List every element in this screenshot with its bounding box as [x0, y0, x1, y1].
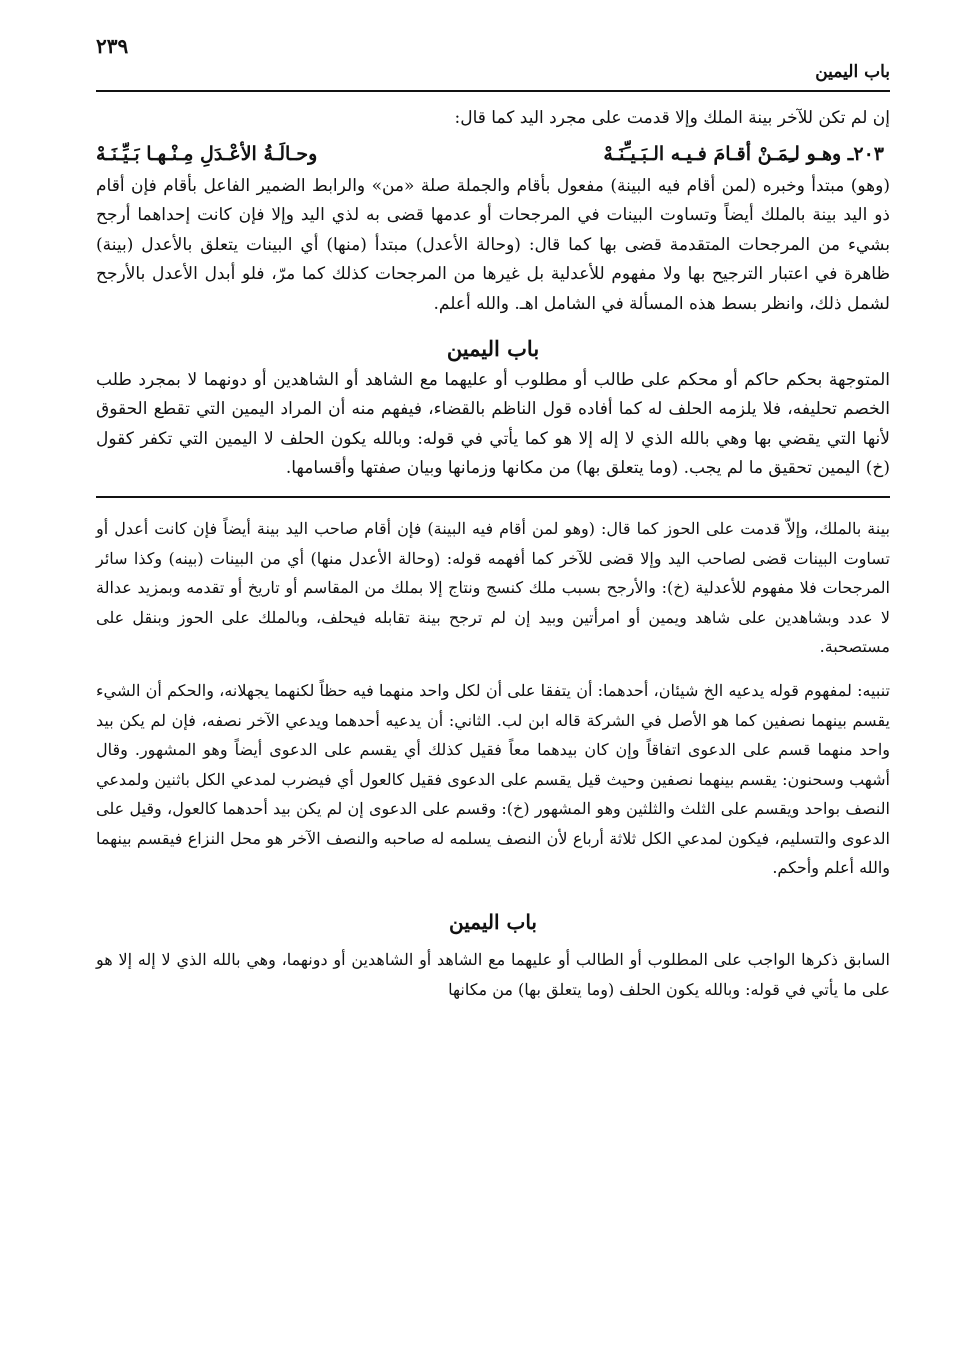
- paragraph-gap: [96, 662, 890, 676]
- verse-hemistich-1: وهـو لـِمَـنْ أقـامَ فـيـه الـبَـيـِّنَـهْ: [603, 142, 842, 165]
- verse-number: ٢٠٣ـ: [847, 142, 884, 165]
- footnote-separator: [96, 496, 890, 498]
- footnote-paragraph-1: بينة بالملك، وإلاّ قدمت على الحوز كما قال: (وهو لمن أقام فيه البينة) فإن أقام صاحب اليد بينة أيضاً فإن كانت أعدل أو تساوت البينات قضى لصاحب اليد وإلا قضى للآخر كما أفهمه قوله: (وحالة الأعدل منها) أي من البينات (بينه) وكذا سائر المرجحات فلا مفهوم للأعدلية (خ): والأرجح بسبب ملك كنسج ونتاج إلا بملك من المقاسم أو تاريخ أو تقدمه وبمزيد عدالة لا عدد وبشاهدين على شاهد ويمين أو امرأتين وبيد إن لم ترجح بينة تقابله فيحلف، وبالملك على الحوز وبنقل على مستصحبة.: [96, 518, 891, 657]
- running-title: باب اليمين: [815, 62, 890, 82]
- footnote-section-heading: باب اليمين: [449, 910, 537, 935]
- commentary-paragraph-2: المتوجهة بحكم حاكم أو محكم على طالب أو مطلوب أو عليهما مع الشاهد أو الشاهدين أو دونهما لا بمجرد طلب الخصم تحليفه، فلا يلزمه الحلف له كما أفاده قول الناظم بالقضاء، فيفهم منه أن المراد اليمين التي تقطع الحقوق لأنها التي يقضي بها وهي بالله الذي لا إله إلا هو كما يأتي في قوله: وبالله يكون الحلف لا اليمين التي تكفر كقول (خ) اليمين تحقيق ما لم يجب. (وما يتعلق بها) من مكانها وزمانها وبيان صفتها وأقسامها.: [96, 369, 890, 479]
- footnote-paragraph-2: تنبيه: لمفهوم قوله يدعيه الخ شيئان، أحدهما: أن يتفقا على أن لكل واحد منهما فيه حظاً لكنهما يجهلانه، والحكم أن الشيء يقسم بينهما نصفين كما هو الأصل في الشركة قاله ابن لب. الثاني: أن يدعيه أحدهما ويدعي الآخر نصفه، فإن لم يكن بيد واحد منهما قسم على الدعوى اتفاقاً وإن كان بيدهما معاً فقيل كذلك أي يقسم على الدعوى أيضاً وهو المشهور. وقال أشهب وسحنون: يقسم بينهما نصفين وحيث قيل يقسم على الدعوى فقيل كالعول أي فيضرب لمدعي الكل باثنين ولمدعي النصف بواحد ويقسم على الثلث والثلثين وهو المشهور (خ): وقسم على الدعوى إن لم يكن بيد أحدهما كالعول، وقيل على الدعوى والتسليم، فيكون لمدعي الكل ثلاثة أرباع لأن النصف يسلمه له صاحبه والنصف الآخر هو محل النزاع فيقسم بينهما والله أعلم وأحكم.: [96, 680, 891, 878]
- page-number: ٢٣٩: [96, 34, 129, 58]
- commentary-paragraph-1: (وهو) مبتدأ وخبره (لمن أقام فيه البينة) مفعول بأقام والجملة صلة «من» والرابط الضمير الفاعل بأقام فإن أقام ذو اليد بينة بالملك أيضاً وتساوت البينات في المرجحات أو عدمها قضى به لذي اليد وإلا فإن كانت إحداهما أرجح بشيء من المرجحات المتقدمة قضى بها كما قال: (وحالة الأعدل) مبتدأ (منها) أي البينات يتعلق بالأعدل (بينة) ظاهرة في اعتبار الترجيح بها ولا مفهوم للأعدلية بل غيرها من المرجحات كذلك كما مرّ، فلو أبدل الأعدل بالأرجح لشمل ذلك، وانظر بسط هذه المسألة في الشامل اهـ. والله أعلم.: [96, 175, 890, 314]
- intro-line: إن لم تكن للآخر بينة الملك وإلا قدمت على مجرد اليد كما قال:: [454, 108, 890, 128]
- page-body: [96, 104, 890, 1004]
- header-rule: [96, 90, 890, 92]
- footnote-paragraph-3: السابق ذكرها الواجب على المطلوب أو الطالب أو عليهما مع الشاهد أو الشاهدين أو دونهما، وهي بالله الذي لا إله إلا هو على ما يأتي في قوله: وبالله يكون الحلف (وما يتعلق بها) من مكانها: [96, 950, 891, 999]
- verse-hemistich-2: وحـالَـةُ الأعْـدَلِ مِـنْـهـا بَـيِّـنَـهْ: [96, 142, 318, 165]
- section-heading: باب اليمين: [446, 335, 540, 361]
- verse-first-part: [603, 138, 884, 170]
- verse-line: [96, 138, 890, 170]
